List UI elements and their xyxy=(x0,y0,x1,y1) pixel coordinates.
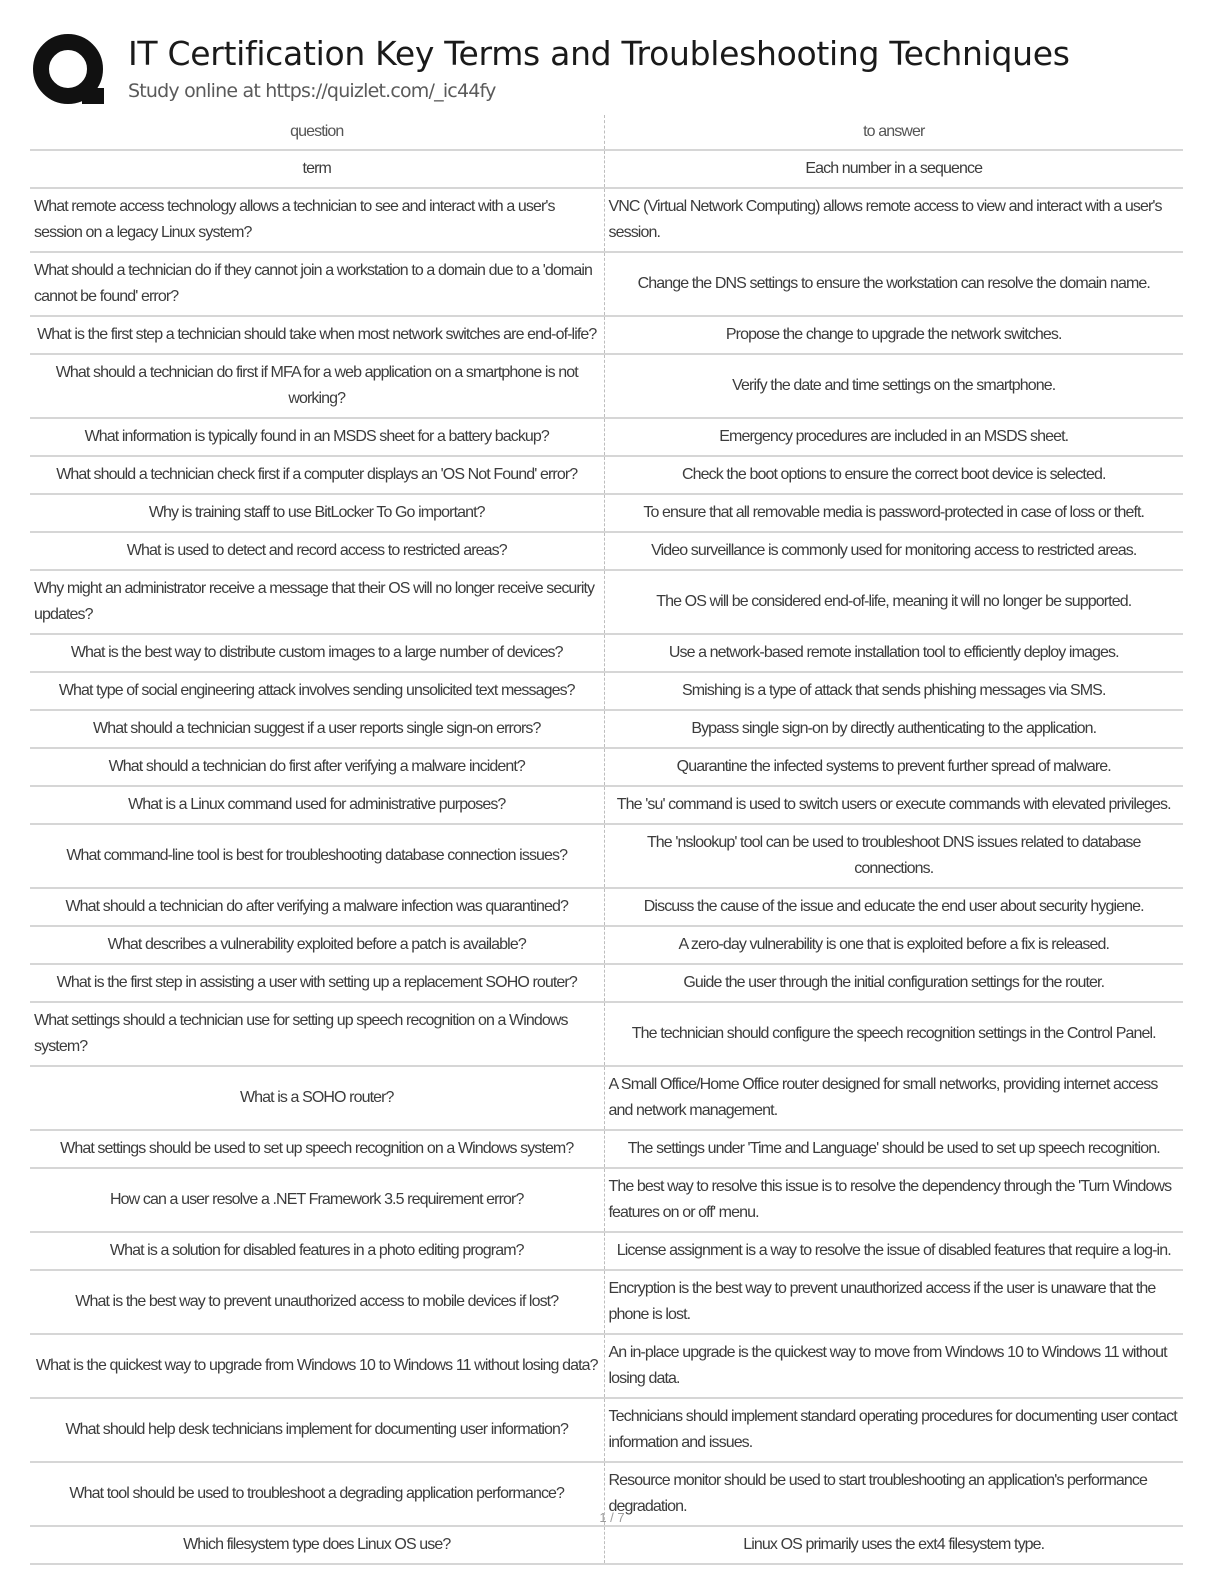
table-row xyxy=(30,150,1183,188)
question-cell: What type of social engineering attack involves sending unsolicited text messages? xyxy=(30,672,604,710)
question-cell: What is the best way to prevent unauthorized access to mobile devices if lost? xyxy=(30,1270,604,1334)
answer-cell: To ensure that all removable media is password-protected in case of loss or theft. xyxy=(604,494,1183,532)
table-row xyxy=(30,316,1183,354)
table-row xyxy=(30,1066,1183,1130)
answer-cell: Propose the change to upgrade the network switches. xyxy=(604,316,1183,354)
question-cell: What is used to detect and record access to restricted areas? xyxy=(30,532,604,570)
table-header-row xyxy=(30,115,1183,150)
answer-cell: VNC (Virtual Network Computing) allows remote access to view and interact with a user's session. xyxy=(604,188,1183,252)
answer-cell: A zero-day vulnerability is one that is exploited before a fix is released. xyxy=(604,926,1183,964)
answer-cell: Check the boot options to ensure the correct boot device is selected. xyxy=(604,456,1183,494)
table-row xyxy=(30,456,1183,494)
table-row xyxy=(30,1168,1183,1232)
question-cell: What is a SOHO router? xyxy=(30,1066,604,1130)
table-row xyxy=(30,1130,1183,1168)
question-cell: What is the first step in assisting a user with setting up a replacement SOHO router? xyxy=(30,964,604,1002)
question-cell: What is a Linux command used for administrative purposes? xyxy=(30,786,604,824)
question-cell: What command-line tool is best for troubleshooting database connection issues? xyxy=(30,824,604,888)
table-row xyxy=(30,494,1183,532)
answer-cell: Smishing is a type of attack that sends phishing messages via SMS. xyxy=(604,672,1183,710)
question-cell: What settings should a technician use for setting up speech recognition on a Windows system? xyxy=(30,1002,604,1066)
table-row xyxy=(30,1270,1183,1334)
answer-cell: The 'nslookup' tool can be used to troubleshoot DNS issues related to database connections. xyxy=(604,824,1183,888)
table-row xyxy=(30,532,1183,570)
question-cell: What should a technician check first if a computer displays an 'OS Not Found' error? xyxy=(30,456,604,494)
answer-cell: Discuss the cause of the issue and educate the end user about security hygiene. xyxy=(604,888,1183,926)
question-cell: How can a user resolve a .NET Framework 3.5 requirement error? xyxy=(30,1168,604,1232)
question-cell: What information is typically found in an MSDS sheet for a battery backup? xyxy=(30,418,604,456)
question-cell: What should a technician do first after verifying a malware incident? xyxy=(30,748,604,786)
answer-cell: Technicians should implement standard operating procedures for documenting user contact information and issues. xyxy=(604,1398,1183,1462)
question-cell: What should a technician do after verifying a malware infection was quarantined? xyxy=(30,888,604,926)
answer-cell: Emergency procedures are included in an MSDS sheet. xyxy=(604,418,1183,456)
table-row xyxy=(30,1398,1183,1462)
answer-cell: Linux OS primarily uses the ext4 filesystem type. xyxy=(604,1526,1183,1564)
question-cell: What describes a vulnerability exploited before a patch is available? xyxy=(30,926,604,964)
answer-cell: An in-place upgrade is the quickest way to move from Windows 10 to Windows 11 without losing data. xyxy=(604,1334,1183,1398)
question-cell: What should help desk technicians implement for documenting user information? xyxy=(30,1398,604,1462)
answer-cell: Verify the date and time settings on the smartphone. xyxy=(604,354,1183,418)
column-header-answer: to answer xyxy=(604,115,1183,150)
table-row xyxy=(30,926,1183,964)
table-row xyxy=(30,1334,1183,1398)
table-row xyxy=(30,188,1183,252)
page-header xyxy=(30,30,1190,110)
question-cell: What should a technician do if they cannot join a workstation to a domain due to a 'domain cannot be found' error? xyxy=(30,252,604,316)
question-cell: What is the best way to distribute custom images to a large number of devices? xyxy=(30,634,604,672)
table-row xyxy=(30,570,1183,634)
question-cell: What is the first step a technician should take when most network switches are end-of-life? xyxy=(30,316,604,354)
question-cell: What should a technician suggest if a user reports single sign-on errors? xyxy=(30,710,604,748)
table-row xyxy=(30,964,1183,1002)
table-row xyxy=(30,824,1183,888)
answer-cell: Video surveillance is commonly used for monitoring access to restricted areas. xyxy=(604,532,1183,570)
answer-cell: License assignment is a way to resolve the issue of disabled features that require a log-in. xyxy=(604,1232,1183,1270)
question-cell: What should a technician do first if MFA for a web application on a smartphone is not working? xyxy=(30,354,604,418)
question-cell: What is a solution for disabled features in a photo editing program? xyxy=(30,1232,604,1270)
question-cell: term xyxy=(30,150,604,188)
table-row xyxy=(30,354,1183,418)
table-row xyxy=(30,888,1183,926)
answer-cell: The settings under 'Time and Language' should be used to set up speech recognition. xyxy=(604,1130,1183,1168)
column-header-question: question xyxy=(30,115,604,150)
table-row xyxy=(30,1002,1183,1066)
page-title: IT Certification Key Terms and Troubleshooting Techniques xyxy=(128,34,1070,73)
table-row xyxy=(30,786,1183,824)
table-row xyxy=(30,1526,1183,1564)
study-link[interactable]: Study online at https://quizlet.com/_ic44fy xyxy=(128,80,496,102)
quizlet-logo-icon xyxy=(30,32,108,110)
answer-cell: A Small Office/Home Office router designed for small networks, providing internet access and network management. xyxy=(604,1066,1183,1130)
question-cell: What is the quickest way to upgrade from Windows 10 to Windows 11 without losing data? xyxy=(30,1334,604,1398)
question-cell: Why is training staff to use BitLocker To Go important? xyxy=(30,494,604,532)
answer-cell: Change the DNS settings to ensure the workstation can resolve the domain name. xyxy=(604,252,1183,316)
table-row xyxy=(30,418,1183,456)
question-cell: Which filesystem type does Linux OS use? xyxy=(30,1526,604,1564)
answer-cell: Encryption is the best way to prevent unauthorized access if the user is unaware that the phone is lost. xyxy=(604,1270,1183,1334)
question-cell: What remote access technology allows a technician to see and interact with a user's session on a legacy Linux system? xyxy=(30,188,604,252)
table-row xyxy=(30,710,1183,748)
page-number: 1 / 7 xyxy=(599,1510,625,1525)
table-row xyxy=(30,1232,1183,1270)
table-row xyxy=(30,672,1183,710)
flashcard-table xyxy=(30,115,1183,1565)
answer-cell: Each number in a sequence xyxy=(604,150,1183,188)
answer-cell: Bypass single sign-on by directly authenticating to the application. xyxy=(604,710,1183,748)
answer-cell: The 'su' command is used to switch users or execute commands with elevated privileges. xyxy=(604,786,1183,824)
question-cell: Why might an administrator receive a message that their OS will no longer receive security updates? xyxy=(30,570,604,634)
answer-cell: The OS will be considered end-of-life, meaning it will no longer be supported. xyxy=(604,570,1183,634)
table-row xyxy=(30,748,1183,786)
answer-cell: Resource monitor should be used to start troubleshooting an application's performance degradation. xyxy=(604,1462,1183,1526)
question-cell: What settings should be used to set up speech recognition on a Windows system? xyxy=(30,1130,604,1168)
table-row xyxy=(30,634,1183,672)
answer-cell: Guide the user through the initial configuration settings for the router. xyxy=(604,964,1183,1002)
answer-cell: Quarantine the infected systems to prevent further spread of malware. xyxy=(604,748,1183,786)
answer-cell: Use a network-based remote installation tool to efficiently deploy images. xyxy=(604,634,1183,672)
question-cell: What tool should be used to troubleshoot a degrading application performance? xyxy=(30,1462,604,1526)
answer-cell: The best way to resolve this issue is to resolve the dependency through the 'Turn Windows features on or off' menu. xyxy=(604,1168,1183,1232)
table-row xyxy=(30,252,1183,316)
answer-cell: The technician should configure the speech recognition settings in the Control Panel. xyxy=(604,1002,1183,1066)
